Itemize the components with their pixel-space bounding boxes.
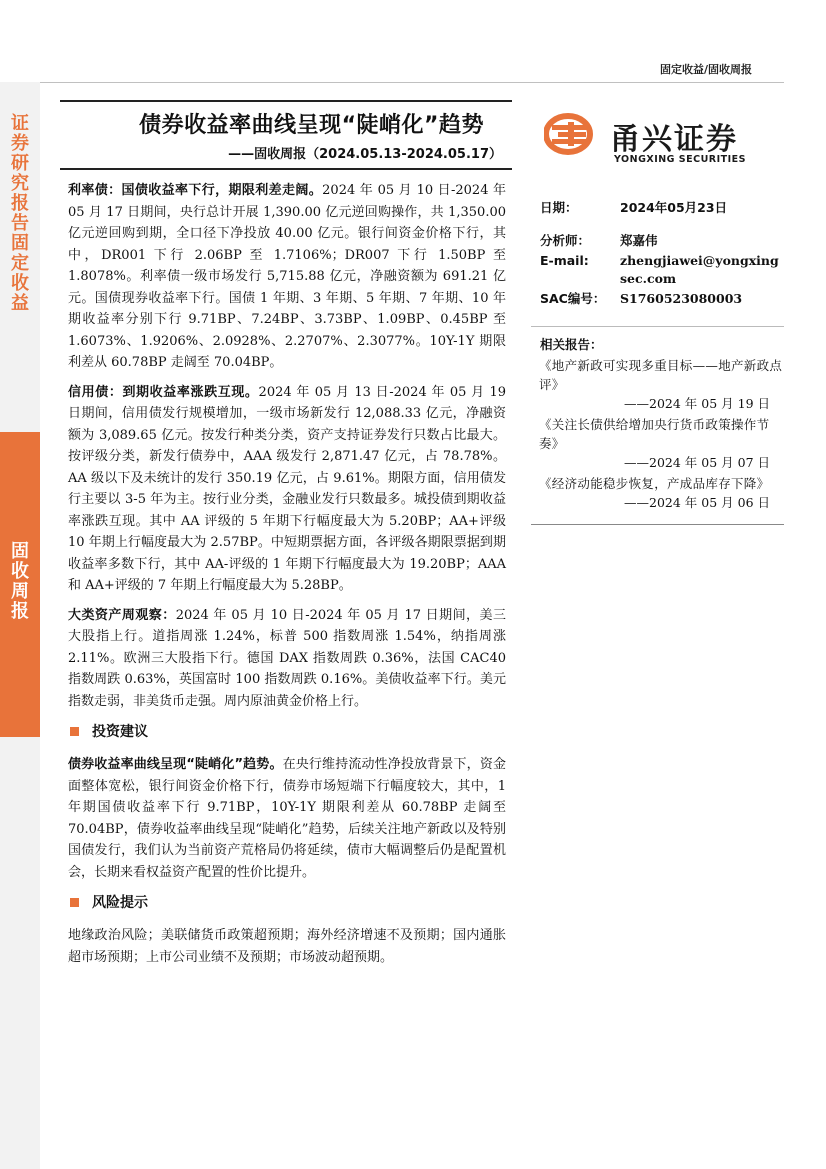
risk-heading	[68, 893, 506, 913]
analyst-name: 郑嘉伟	[620, 233, 658, 248]
related-report-date: ——2024 年 05 月 06 日	[624, 495, 770, 510]
related-report-date: ——2024 年 05 月 19 日	[624, 396, 770, 411]
major-assets-body: 2024 年 05 月 10 日-2024 年 05 月 17 日期间，美三大股指上行。道指周涨 1.24%，标普 500 指数周涨 1.54%，纳指周涨 2.11%。欧洲三大股指下行。德国 DAX 指数周跌 0.36%，法国 CAC40 指数周跌 0.63%，英国富时 100 指数周跌 0.16%。美债收益率下行。美元指数走弱，非美货币走强。周内原油黄金价格上行。	[68, 607, 506, 709]
report-category: 固定收益/固收周报	[659, 63, 752, 76]
rate-bond-body: 2024 年 05 月 10 日-2024 年 05 月 17 日期间，央行总计开展 1,390.00 亿元逆回购操作，共 1,350.00 亿元逆回购到期，全口径下净投放 40.00 亿元。银行间资金价格下行，其中，DR001 下行 2.06BP 至 1.7106%；DR007 下行 1.50BP 至 1.8078%。利率债一级市场发行 5,715.88 亿元，净融资额为 691.21 亿元。国债现券收益率下行。国债 1 年期、3 年期、5 年期、7 年期、10 年期收益率分别下行 9.71BP、7.24BP、3.73BP、1.09BP、0.45BP 至 1.6073%、1.9206%、2.0928%、2.2707%、2.3077%。10Y-1Y 期限利差从 60.78BP 走阔至 70.04BP。	[68, 183, 506, 370]
side-tab-label: 固收周报	[11, 541, 29, 622]
investment-body: 在央行维持流动性净投放背景下，资金面整体宽松，银行间资金价格下行，债券市场短端下行幅度较大，其中，1 年期国债收益率下行 9.71BP，10Y-1Y 期限利差从 60.78BP 走阔至 70.04BP，债券收益率曲线呈现“陡峭化”趋势，后续关注地产新政以及特别国债发行，我们认为当前资产荒格局仍将延续，债市大幅调整后仍是配置机会，长期来看权益资产配置的性价比提升。	[68, 757, 506, 880]
risk-heading-text: 风险提示	[92, 895, 148, 911]
analyst-block	[540, 232, 780, 308]
date-value: 2024年05月23日	[620, 200, 728, 215]
related-report-item[interactable]	[539, 356, 784, 413]
yongxing-logo-icon	[544, 112, 602, 156]
date-label: 日期：	[540, 200, 578, 215]
square-bullet-icon	[70, 898, 79, 907]
side-tab-label: 证券研究报告 固定收益	[11, 113, 29, 314]
title-block	[60, 100, 512, 162]
page-subtitle: ——固收周报（2024.05.13-2024.05.17）	[228, 147, 502, 162]
email-link[interactable]: zhengjiawei@yongxingsec.com	[620, 253, 779, 286]
credit-bond-lead: 信用债：到期收益率涨跌互现。	[68, 384, 259, 400]
investment-heading	[68, 722, 506, 742]
credit-bond-body: 2024 年 05 月 13 日-2024 年 05 月 19 日期间，信用债发行规模增加，一级市场新发行 12,088.33 亿元，净融资额为 3,089.65 亿元。按发行种类分类，资产支持证券发行只数占比最大。按评级分类，新发行债券中，AAA 级发行 2,871.47 亿元，占 78.78%。AA 级以下及未统计的发行 350.19 亿元，占 9.61%。期限方面，信用债发行主要以 3-5 年为主。按行业分类，金融业发行只数最多。城投债到期收益率涨跌互现。其中 AA 评级的 5 年期下行幅度最大为 5.20BP；AA+评级 10 年期上行幅度最大为 2.57BP。中短期票据方面，各评级各期限票据到期收益率多数下行，其中 AA-评级的 1 年期下行幅度最大为 19.20BP；AAA 和 AA+评级的 7 年期上行幅度最大为 5.28BP。	[68, 384, 506, 593]
related-report-title: 《关注长债供给增加央行货币政策操作节奏》	[539, 417, 770, 451]
logo-en-text: YONGXING SECURITIES	[614, 154, 746, 165]
date-row	[540, 198, 780, 216]
related-reports-rule	[531, 524, 784, 525]
square-bullet-icon	[70, 727, 79, 736]
credit-bond-paragraph	[68, 382, 506, 597]
investment-lead: 债券收益率曲线呈现“陡峭化”趋势。	[68, 757, 283, 772]
investment-paragraph	[68, 754, 506, 883]
company-logo	[544, 108, 760, 170]
related-report-item[interactable]	[539, 415, 784, 472]
related-report-title: 《经济动能稳步恢复，产成品库存下降》	[539, 476, 770, 491]
major-assets-lead: 大类资产周观察：	[68, 607, 176, 623]
risk-paragraph: 地缘政治风险；美联储货币政策超预期；海外经济增速不及预期；国内通胀超市场预期；上市公司业绩不及预期；市场波动超预期。	[68, 928, 506, 965]
sac-value: S1760523080003	[620, 291, 743, 306]
email-row	[540, 252, 780, 288]
report-info	[540, 198, 780, 310]
related-reports-title: 相关报告：	[540, 337, 603, 352]
email-label: E-mail:	[540, 253, 589, 268]
header-rule	[36, 82, 784, 83]
major-assets-paragraph	[68, 605, 506, 713]
investment-heading-text: 投资建议	[92, 724, 148, 740]
related-report-date: ——2024 年 05 月 07 日	[624, 455, 770, 470]
analyst-row	[540, 232, 780, 250]
side-tab-weekly	[0, 432, 40, 737]
side-tab-report-type	[0, 82, 40, 432]
sac-label: SAC编号：	[540, 291, 606, 306]
rate-bond-paragraph	[68, 180, 506, 374]
title-rule	[60, 168, 512, 170]
page-title: 债券收益率曲线呈现“陡峭化”趋势	[139, 113, 484, 138]
related-reports	[531, 326, 784, 514]
related-report-title: 《地产新政可实现多重目标——地产新政点评》	[539, 358, 783, 392]
analyst-label: 分析师：	[540, 233, 591, 248]
sac-row	[540, 290, 780, 308]
rate-bond-lead: 利率债：国债收益率下行，期限利差走阔。	[68, 183, 323, 198]
main-content	[68, 180, 506, 976]
related-report-item[interactable]	[539, 474, 784, 512]
logo-cn-text: 甬兴证券	[610, 122, 738, 157]
